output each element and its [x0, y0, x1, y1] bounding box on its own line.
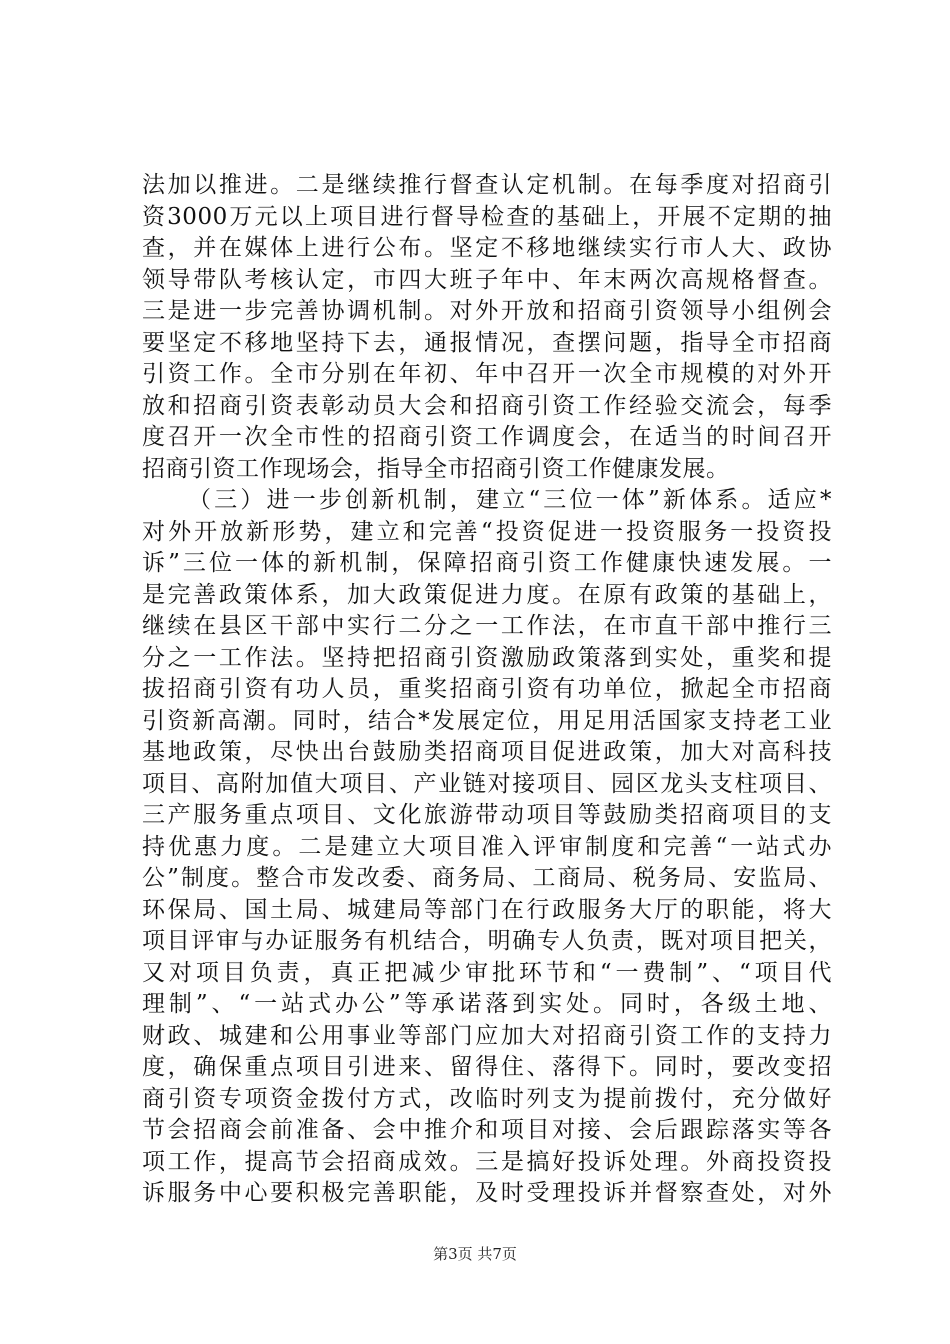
text-line: 三是进一步完善协调机制。对外开放和招商引资领导小组例会: [142, 298, 832, 324]
text-line: 持优惠力度。二是建立大项目准入评审制度和完善“一站式办: [142, 833, 832, 860]
text-line: 环保局、国土局、城建局等部门在行政服务大厅的职能，将大: [142, 896, 832, 923]
text-line: 项目评审与办证服务有机结合，明确专人负责，既对项目把关，: [142, 928, 832, 954]
text-line: 诉服务中心要积极完善职能，及时受理投诉并督察查处，对外: [142, 1180, 832, 1206]
text-line: 基地政策，尽快出台鼓励类招商项目促进政策，加大对高科技: [142, 739, 832, 765]
text-line: 项目、高附加值大项目、产业链对接项目、园区龙头支柱项目、: [142, 770, 832, 797]
text-line: 节会招商会前准备、会中推介和项目对接、会后跟踪落实等各: [142, 1117, 832, 1143]
text-line: 要坚定不移地坚持下去，通报情况，查摆问题，指导全市招商: [142, 329, 832, 356]
text-line: 继续在县区干部中实行二分之一工作法，在市直干部中推行三: [142, 613, 832, 639]
body-text: [142, 170, 832, 1210]
text-line: 理制”、“一站式办公”等承诺落到实处。同时，各级土地、: [142, 991, 832, 1017]
text-line: 是完善政策体系，加大政策促进力度。在原有政策的基础上，: [142, 581, 832, 608]
text-line: 查，并在媒体上进行公布。坚定不移地继续实行市人大、政协: [142, 235, 832, 261]
text-line: 三产服务重点项目、文化旅游带动项目等鼓励类招商项目的支: [142, 802, 832, 828]
text-line: 诉”三位一体的新机制，保障招商引资工作健康快速发展。一: [142, 550, 832, 576]
text-line: 度召开一次全市性的招商引资工作调度会，在适当的时间召开: [142, 424, 832, 450]
text-line: （三）进一步创新机制，建立“三位一体”新体系。适应*: [188, 487, 832, 513]
text-line: 拔招商引资有功人员，重奖招商引资有功单位，掀起全市招商: [142, 676, 832, 702]
text-line: 资3000万元以上项目进行督导检查的基础上，开展不定期的抽: [142, 203, 832, 230]
text-line: 对外开放新形势，建立和完善“投资促进一投资服务一投资投: [142, 518, 832, 545]
text-line: 项工作，提高节会招商成效。三是搞好投诉处理。外商投资投: [142, 1148, 832, 1175]
text-line: 招商引资工作现场会，指导全市招商引资工作健康发展。: [142, 455, 730, 482]
text-line: 引资工作。全市分别在年初、年中召开一次全市规模的对外开: [142, 361, 832, 387]
text-line: 法加以推进。二是继续推行督查认定机制。在每季度对招商引: [142, 172, 832, 198]
text-line: 商引资专项资金拨付方式，改临时列支为提前拨付，充分做好: [142, 1085, 832, 1112]
text-line: 度，确保重点项目引进来、留得住、落得下。同时，要改变招: [142, 1054, 832, 1080]
text-line: 领导带队考核认定，市四大班子年中、年末两次高规格督查。: [142, 266, 832, 293]
text-line: 财政、城建和公用事业等部门应加大对招商引资工作的支持力: [142, 1022, 832, 1049]
page-number-footer: 第3页 共7页: [433, 1245, 517, 1263]
text-line: 公”制度。整合市发改委、商务局、工商局、税务局、安监局、: [142, 865, 832, 891]
text-line: 引资新高潮。同时，结合*发展定位，用足用活国家支持老工业: [142, 707, 832, 734]
text-line: 又对项目负责，真正把减少审批环节和“一费制”、“项目代: [142, 959, 832, 986]
text-line: 分之一工作法。坚持把招商引资激励政策落到实处，重奖和提: [142, 644, 832, 671]
text-line: 放和招商引资表彰动员大会和招商引资工作经验交流会，每季: [142, 392, 832, 419]
